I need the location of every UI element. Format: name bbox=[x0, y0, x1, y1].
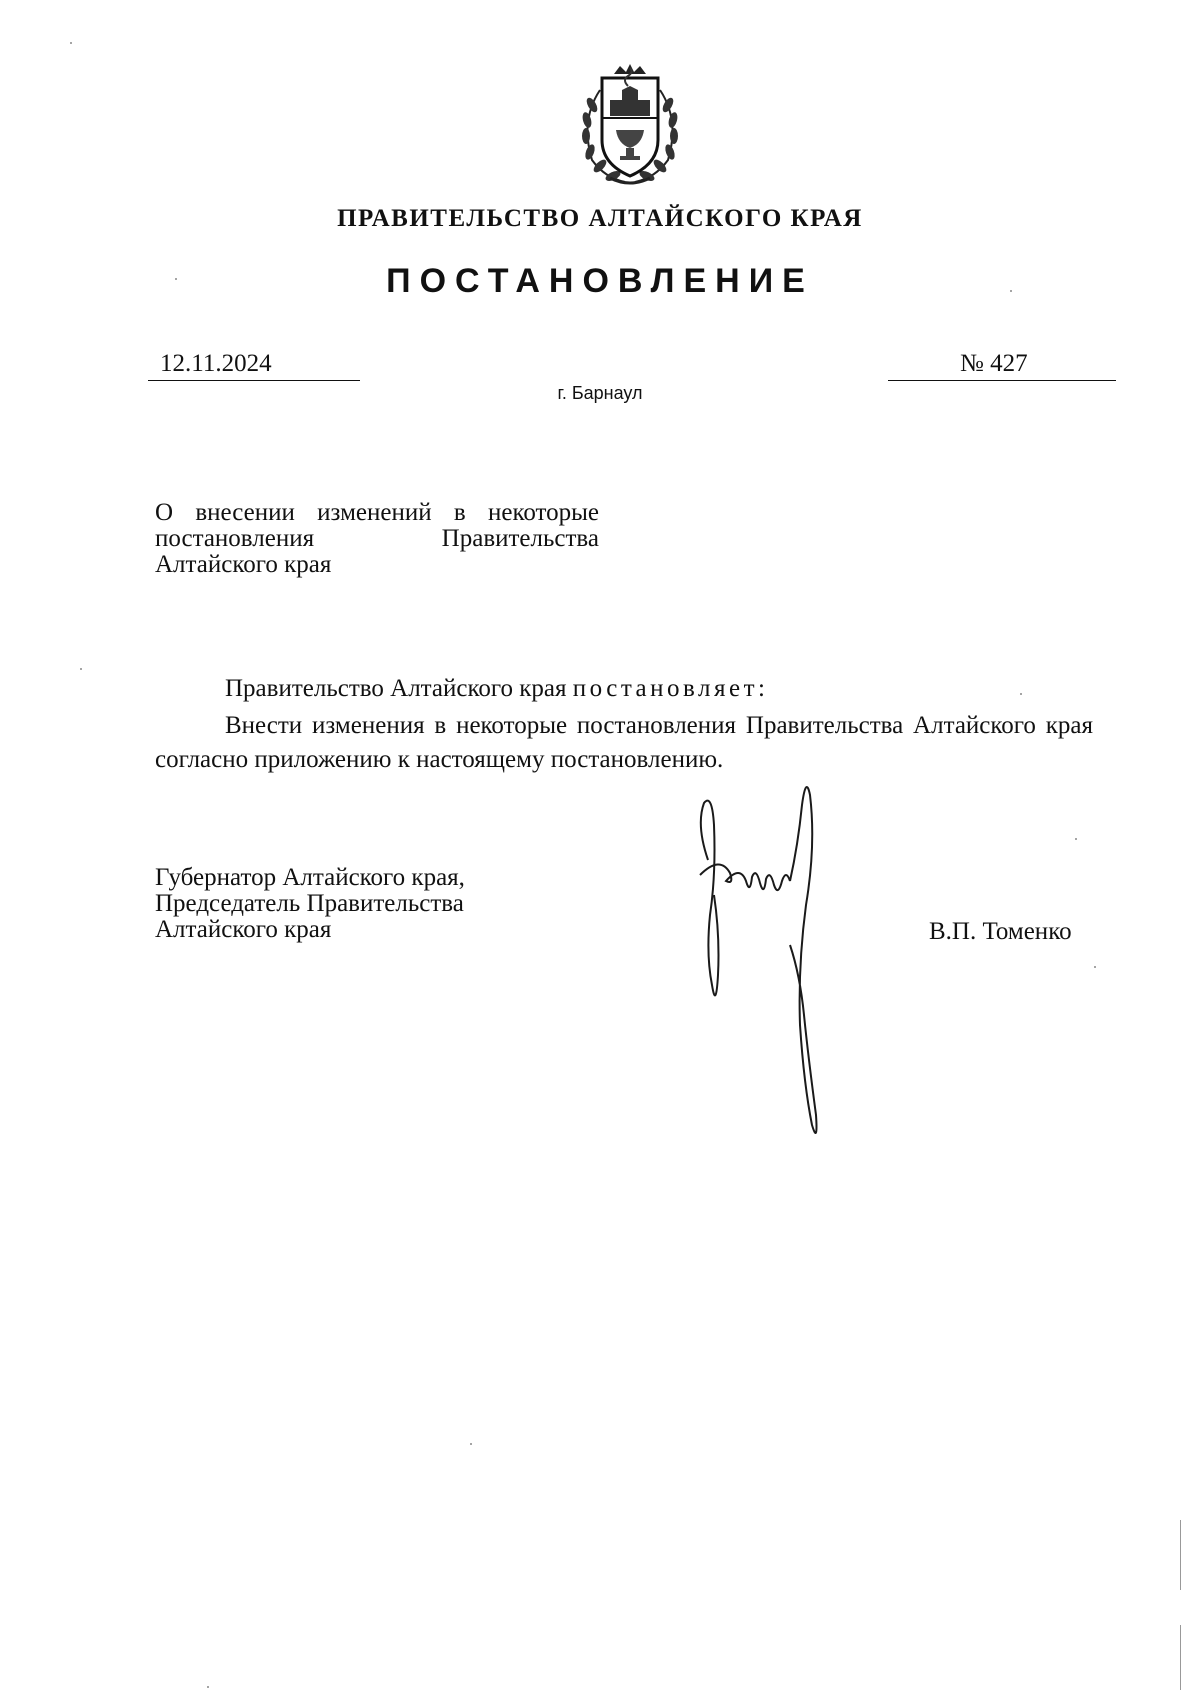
document-subject bbox=[155, 500, 599, 578]
signatory-name: В.П. Томенко bbox=[929, 918, 1072, 945]
document-number: № 427 bbox=[960, 350, 1028, 377]
resolution-intro-verb: постановляет: bbox=[572, 675, 769, 702]
scan-edge-mark bbox=[1180, 1625, 1182, 1690]
resolution-intro-text: Правительство Алтайского края bbox=[225, 675, 567, 702]
scan-speck bbox=[175, 278, 177, 280]
subject-line-2 bbox=[155, 526, 599, 552]
document-date: 12.11.2024 bbox=[160, 350, 272, 377]
scan-speck bbox=[1094, 966, 1096, 968]
resolution-intro bbox=[225, 675, 768, 703]
document-city: г. Барнаул bbox=[557, 383, 643, 403]
signatory-title-line-1: Губернатор Алтайского края, bbox=[155, 864, 465, 891]
subject-line-2-left: постановления bbox=[155, 525, 315, 552]
handwritten-signature-icon bbox=[690, 785, 840, 1155]
scan-edge-mark bbox=[1180, 1520, 1182, 1590]
scan-speck bbox=[470, 1443, 472, 1445]
signatory-title bbox=[155, 865, 465, 943]
document-type: ПОСТАНОВЛЕНИЕ bbox=[386, 262, 814, 300]
scan-speck bbox=[207, 1686, 209, 1688]
scan-speck bbox=[80, 668, 82, 670]
scan-speck bbox=[70, 42, 72, 44]
resolution-text: Внести изменения в некоторые постановления Правительства Алтайского края согласно приложению к настоящему постановлению. bbox=[155, 712, 1093, 773]
subject-line-1: О внесении изменений в некоторые bbox=[155, 499, 599, 526]
signatory-title-line-2: Председатель Правительства bbox=[155, 890, 464, 917]
scan-speck bbox=[1075, 838, 1077, 840]
coat-of-arms-icon bbox=[570, 60, 690, 190]
subject-line-2-right: Правительства bbox=[441, 525, 599, 552]
subject-line-3: Алтайского края bbox=[155, 551, 332, 578]
number-underline bbox=[888, 380, 1116, 381]
date-underline bbox=[148, 380, 360, 381]
scan-speck bbox=[1010, 290, 1012, 292]
signatory-title-line-3: Алтайского края bbox=[155, 916, 332, 943]
organization-name: ПРАВИТЕЛЬСТВО АЛТАЙСКОГО КРАЯ bbox=[337, 205, 863, 232]
scan-speck bbox=[1020, 693, 1022, 695]
